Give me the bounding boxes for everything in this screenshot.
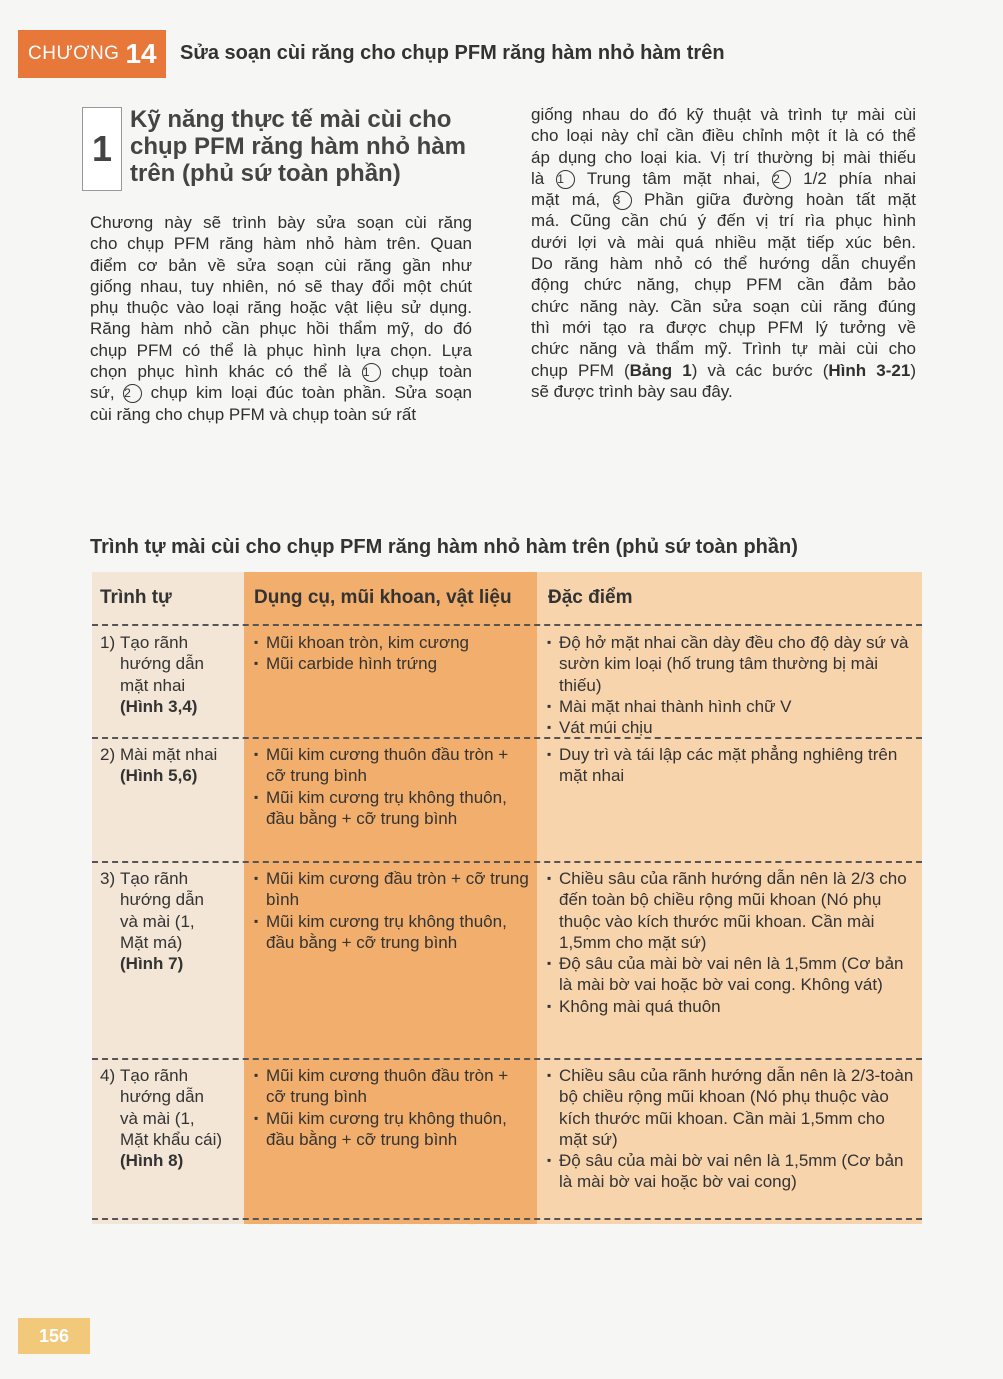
table-title: Trình tự mài cùi cho chụp PFM răng hàm nhỏ hàm trên (phủ sứ toàn phần) bbox=[90, 536, 798, 558]
header-tools: Dụng cụ, mũi khoan, vật liệu bbox=[254, 587, 512, 608]
row-divider bbox=[92, 1058, 922, 1060]
feature-item: ▪ Chiều sâu của rãnh hướng dẫn nên là 2/3 cho đến toàn bộ chiều rộng mũi khoan (Nó phụ thuộc vào kích thước mũi khoan. Cần mài 1,5mm cho mặt sứ) bbox=[547, 868, 915, 953]
paragraph-line: Chương này sẽ trình bày sửa soạn cùi răng bbox=[90, 213, 472, 232]
step-line: và mài (1, bbox=[120, 1108, 195, 1128]
step-line: (Hình 7) bbox=[120, 954, 184, 974]
row-divider bbox=[92, 624, 922, 626]
step-cell bbox=[100, 632, 240, 717]
step-line: Mặt má) bbox=[120, 932, 183, 952]
paragraph-line: giống nhau, tuy nhiên, nó sẽ thay đổi một chút bbox=[90, 276, 472, 296]
paragraph-line: giống nhau do đó kỹ thuật và trình tự mài cùi bbox=[531, 105, 916, 124]
tool-item: ▪ Mũi kim cương trụ không thuôn, đầu bằng + cỡ trung bình bbox=[254, 787, 532, 830]
paragraph-line: chụp PFM (Bảng 1) và các bước (Hình 3-21) bbox=[531, 360, 916, 380]
feature-item: ▪ Độ sâu của mài bờ vai nên là 1,5mm (Cơ bản là mài bờ vai hoặc bờ vai cong. Không vát) bbox=[547, 953, 915, 996]
step-line: (Hình 8) bbox=[120, 1151, 184, 1171]
chapter-title: Sửa soạn cùi răng cho chụp PFM răng hàm nhỏ hàm trên bbox=[180, 42, 725, 64]
tools-cell bbox=[254, 868, 532, 953]
section-title bbox=[130, 106, 475, 187]
paragraph-line: phụ thuộc vào loại răng hoặc vật liệu sử dụng. bbox=[90, 298, 472, 318]
step-number: 2) bbox=[100, 745, 116, 764]
feature-item: ▪ Chiều sâu của rãnh hướng dẫn nên là 2/3-toàn bộ chiều rộng mũi khoan (Nó phụ thuộc vào kích thước mũi khoan. Cần mài 1,5mm cho mặt sứ) bbox=[547, 1065, 915, 1150]
feature-item: ▪ Vát múi chịu bbox=[547, 717, 915, 738]
step-line: (Hình 5,6) bbox=[120, 766, 198, 786]
paragraph-line: Do răng hàm nhỏ có thể hướng dẫn chuyển bbox=[531, 254, 916, 274]
paragraph-line: chụp PFM có thể là phục hình lựa chọn. Lựa bbox=[90, 340, 472, 360]
step-number: 3) bbox=[100, 869, 116, 888]
paragraph-line: là 1 Trung tâm mặt nhai, 2 1/2 phía nhai bbox=[531, 168, 916, 188]
tools-cell bbox=[254, 1065, 532, 1150]
paragraph-line: áp dụng cho loại kia. Vị trí thường bị mài thiếu bbox=[531, 147, 916, 167]
right-paragraph bbox=[531, 104, 916, 402]
tools-cell bbox=[254, 632, 532, 675]
tools-cell bbox=[254, 744, 532, 829]
step-cell bbox=[100, 744, 240, 787]
tool-item: ▪ Mũi kim cương trụ không thuôn, đầu bằng + cỡ trung bình bbox=[254, 911, 532, 954]
chapter-word: CHƯƠNG bbox=[28, 43, 120, 64]
tool-item: ▪ Mũi kim cương thuôn đầu tròn + cỡ trung bình bbox=[254, 744, 532, 787]
tool-item: ▪ Mũi carbide hình trứng bbox=[254, 653, 532, 674]
chapter-number: 14 bbox=[125, 38, 157, 69]
section-title-line: chụp PFM răng hàm nhỏ hàm bbox=[130, 133, 467, 160]
page-number: 156 bbox=[18, 1318, 90, 1354]
paragraph-line: chọn phục hình khác có thể là 1 chụp toàn bbox=[90, 362, 472, 382]
feature-item: ▪ Mài mặt nhai thành hình chữ V bbox=[547, 696, 915, 717]
step-line: 4) Tạo rãnh bbox=[100, 1066, 189, 1085]
step-line: hướng dẫn bbox=[120, 1087, 204, 1107]
step-line: hướng dẫn bbox=[120, 654, 204, 674]
step-line: 2) Mài mặt nhai bbox=[100, 745, 218, 764]
paragraph-line: Răng hàm nhỏ cần phục hồi thẩm mỹ, do đó bbox=[90, 319, 472, 339]
step-line: Mặt khẩu cái) bbox=[120, 1129, 223, 1149]
section-number: 1 bbox=[82, 107, 122, 191]
step-line: (Hình 3,4) bbox=[120, 696, 198, 716]
paragraph-line: cho chụp PFM răng hàm nhỏ hàm trên. Quan bbox=[90, 234, 472, 254]
row-divider bbox=[92, 1218, 922, 1220]
paragraph-line: động chức năng, chụp PFM cần đảm bảo bbox=[531, 275, 916, 295]
step-line: mặt nhai bbox=[120, 675, 186, 695]
section-title-line: Kỹ năng thực tế mài cùi cho bbox=[130, 106, 452, 133]
paragraph-line: sẽ được trình bày sau đây. bbox=[531, 381, 733, 401]
feature-item: ▪ Độ hở mặt nhai cần dày đều cho độ dày sứ và sườn kim loại (hố trung tâm thường bị mài thiếu) bbox=[547, 632, 915, 696]
paragraph-line: má. Cũng cần chú ý đến vị trí rìa phục hình bbox=[531, 211, 916, 231]
features-cell bbox=[547, 744, 915, 787]
feature-item: ▪ Không mài quá thuôn bbox=[547, 996, 915, 1017]
paragraph-line: cho loại này chỉ cần điều chỉnh một ít là có thể bbox=[531, 126, 916, 146]
features-cell bbox=[547, 1065, 915, 1193]
left-paragraph bbox=[90, 212, 472, 425]
tool-item: ▪ Mũi kim cương đầu tròn + cỡ trung bình bbox=[254, 868, 532, 911]
features-cell bbox=[547, 632, 915, 738]
step-line: và mài (1, bbox=[120, 911, 195, 931]
step-line: 1) Tạo rãnh bbox=[100, 633, 189, 652]
paragraph-line: chức năng này. Cần sửa soạn cùi răng đúng bbox=[531, 296, 916, 316]
feature-item: ▪ Độ sâu của mài bờ vai nên là 1,5mm (Cơ bản là mài bờ vai hoặc bờ vai cong) bbox=[547, 1150, 915, 1193]
tool-item: ▪ Mũi kim cương thuôn đầu tròn + cỡ trung bình bbox=[254, 1065, 532, 1108]
tool-item: ▪ Mũi khoan tròn, kim cương bbox=[254, 632, 532, 653]
step-number: 1) bbox=[100, 633, 116, 652]
step-cell bbox=[100, 868, 240, 974]
chapter-badge bbox=[18, 30, 166, 78]
step-cell bbox=[100, 1065, 240, 1171]
paragraph-line: điểm cơ bản về sửa soạn cùi răng gần như bbox=[90, 255, 472, 275]
paragraph-line: chức năng và thẩm mỹ. Trình tự mài cùi cho bbox=[531, 339, 916, 359]
header-features: Đặc điểm bbox=[548, 587, 633, 608]
step-line: hướng dẫn bbox=[120, 890, 204, 910]
feature-item: ▪ Duy trì và tái lập các mặt phẳng nghiêng trên mặt nhai bbox=[547, 744, 915, 787]
header-step: Trình tự bbox=[100, 587, 172, 608]
paragraph-line: cùi răng cho chụp PFM và chụp toàn sứ rất bbox=[90, 404, 417, 424]
paragraph-line: mặt má, 3 Phần giữa đường hoàn tất mặt bbox=[531, 190, 916, 210]
paragraph-line: dưới lợi và mài quá nhiều mặt tiếp xúc bên. bbox=[531, 232, 916, 252]
step-line: 3) Tạo rãnh bbox=[100, 869, 189, 888]
features-cell bbox=[547, 868, 915, 1017]
row-divider bbox=[92, 861, 922, 863]
tool-item: ▪ Mũi kim cương trụ không thuôn, đầu bằng + cỡ trung bình bbox=[254, 1108, 532, 1151]
paragraph-line: sứ, 2 chụp kim loại đúc toàn phần. Sửa soạn bbox=[90, 383, 473, 403]
step-number: 4) bbox=[100, 1066, 116, 1085]
paragraph-line: thì mới tạo ra được chụp PFM lý tưởng về bbox=[531, 317, 916, 337]
section-title-line: trên (phủ sứ toàn phần) bbox=[130, 160, 401, 187]
